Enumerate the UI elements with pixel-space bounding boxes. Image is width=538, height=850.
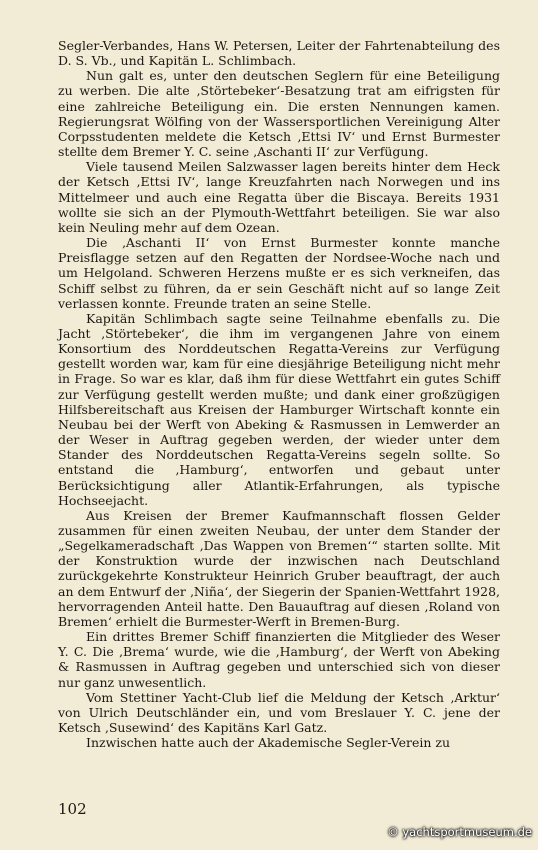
- watermark: © yachtsportmuseum.de: [387, 825, 532, 839]
- paragraph-2: Nun galt es, unter den deutschen Seglern für eine Beteiligung zu werben. Die alte ‚Störtebeker‘-Besatzung trat am eifrigsten für eine zahlreiche Beteiligung ein. Die ersten Nennungen kamen. Regierungsrat Wölfing von der Wassersportlichen Vereinigung Alter Corpsstudenten meldete die Ketsch ‚Ettsi IV‘ und Ernst Burmester stellte dem Bremer Y. C. seine ‚Aschanti II‘ zur Verfügung.: [58, 68, 500, 160]
- paragraph-1: Segler-Verbandes, Hans W. Petersen, Leiter der Fahrtenabteilung des D. S. Vb., und Kapitän L. Schlimbach.: [58, 38, 500, 69]
- page-number: 102: [58, 800, 87, 818]
- paragraph-9: Inzwischen hatte auch der Akademische Segler-Verein zu: [86, 735, 451, 751]
- body-text: [58, 38, 500, 750]
- paragraph-4: Die ‚Aschanti II‘ von Ernst Burmester konnte manche Preisflagge setzen auf den Regatten der Nordsee-Woche nach und um Helgoland. Schweren Herzens mußte er es sich verkneifen, das Schiff selbst zu führen, da er sein Geschäft nicht auf so lange Zeit verlassen konnte. Freunde traten an seine Stelle.: [58, 235, 500, 311]
- paragraph-5: Kapitän Schlimbach sagte seine Teilnahme ebenfalls zu. Die Jacht ‚Störtebeker‘, die ihm im vergangenen Jahre von einem Konsortium des Norddeutschen Regatta-Vereins zur Verfügung gestellt worden war, kam für eine diesjährige Beteiligung nicht mehr in Frage. So war es klar, daß ihm für diese Wettfahrt ein gutes Schiff zur Verfügung gestellt werden mußte; und dank einer großzügigen Hilfsbereitschaft aus Kreisen der Hamburger Wirtschaft konnte ein Neubau bei der Werft von Abeking & Rasmussen in Lemwerder an der Weser in Auftrag gegeben werden, der wieder unter dem Stander des Norddeutschen Regatta-Vereins segeln sollte. So entstand die ‚Hamburg‘, entworfen und gebaut unter Berücksichtigung aller Atlantik-Erfahrungen, als typische Hochseejacht.: [58, 310, 500, 508]
- paragraph-3: Viele tausend Meilen Salzwasser lagen bereits hinter dem Heck der Ketsch ‚Ettsi IV‘, lange Kreuzfahrten nach Norwegen und ins Mittelmeer und auch eine Regatta über die Biscaya. Bereits 1931 wollte sie sich an der Plymouth-Wettfahrt beteiligen. Sie war also kein Neuling mehr auf dem Ozean.: [58, 159, 500, 235]
- paragraph-6: Aus Kreisen der Bremer Kaufmannschaft flossen Gelder zusammen für einen zweiten Neubau, der unter dem Stander der „Segelkameradschaft ‚Das Wappen von Bremen‘“ starten sollte. Mit der Konstruktion wurde der inzwischen nach Deutschland zurückgekehrte Konstrukteur Heinrich Gruber beauftragt, der auch an dem Entwurf der ‚Niña‘, der Siegerin der Spanien-Wettfahrt 1928, hervorragenden Anteil hatte. Den Bauauftrag auf diesen ‚Roland von Bremen‘ erhielt die Burmester-Werft in Bremen-Burg.: [58, 507, 500, 629]
- paragraph-8: Vom Stettiner Yacht-Club lief die Meldung der Ketsch ‚Arktur‘ von Ulrich Deutschländer ein, und vom Breslauer Y. C. jene der Ketsch ‚Susewind‘ des Kapitäns Karl Gatz.: [58, 689, 500, 736]
- paragraph-7: Ein drittes Bremer Schiff finanzierten die Mitglieder des Weser Y. C. Die ‚Brema‘ wurde, wie die ‚Hamburg‘, der Werft von Abeking & Rasmussen in Auftrag gegeben und unterschied sich von dieser nur ganz unwesentlich.: [58, 629, 500, 690]
